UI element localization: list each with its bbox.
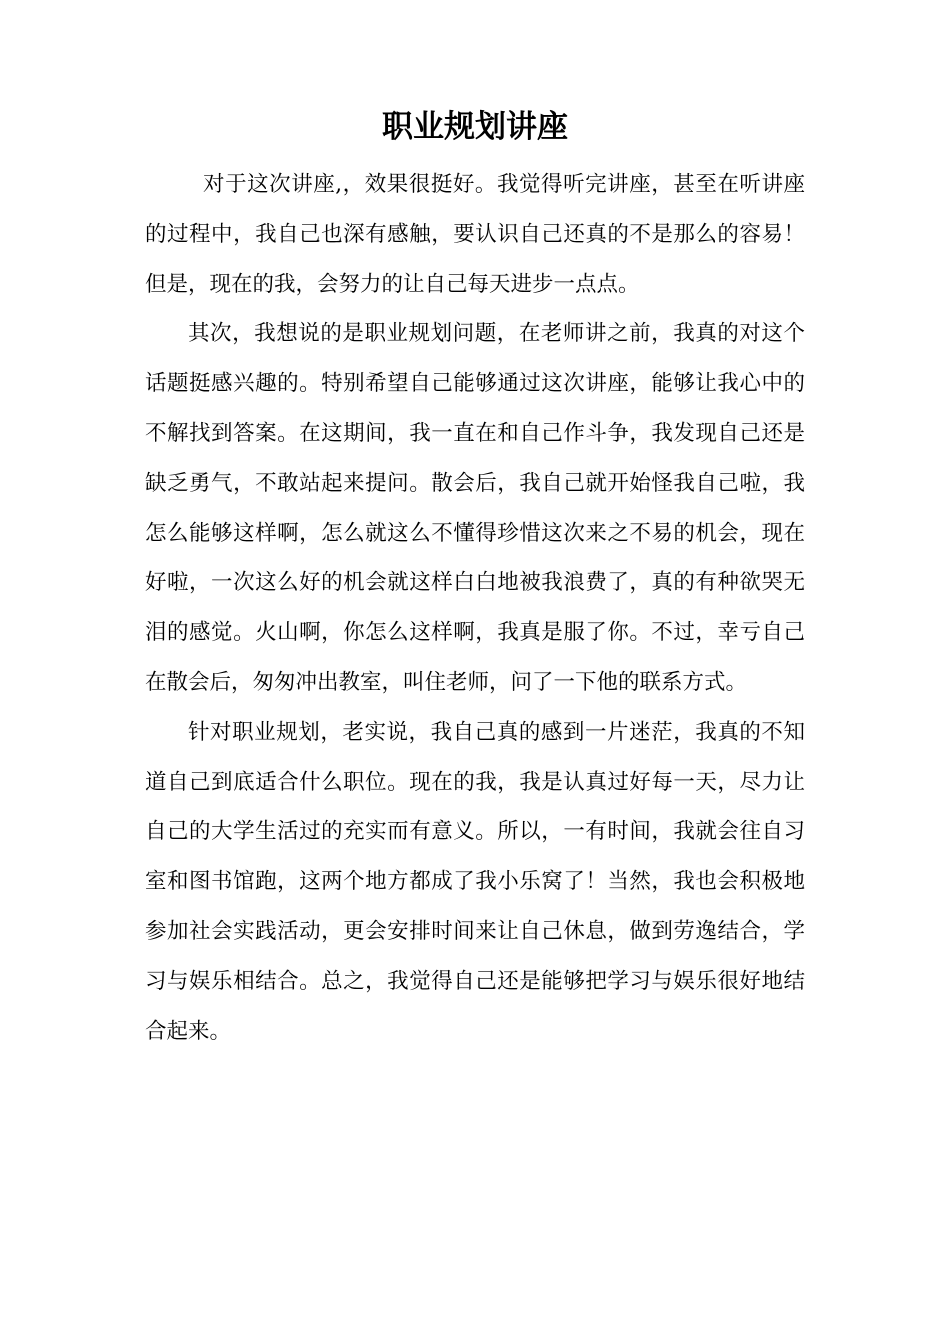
paragraph-3: 针对职业规划，老实说，我自己真的感到一片迷茫，我真的不知道自己到底适合什么职位。现在的我，我是认真过好每一天，尽力让自己的大学生活过的充实而有意义。所以，一有时间，我就会往自习室和图书馆跑，这两个地方都成了我小乐窝了！当然，我也会积极地参加社会实践活动，更会安排时间来让自己休息，做到劳逸结合，学习与娱乐相结合。总之，我觉得自己还是能够把学习与娱乐很好地结合起来。 — [145, 719, 805, 1044]
document-body — [145, 160, 805, 1056]
document-title: 职业规划讲座 — [382, 109, 568, 145]
paragraph-2: 其次，我想说的是职业规划问题，在老师讲之前，我真的对这个话题挺感兴趣的。特别希望自己能够通过这次讲座，能够让我心中的不解找到答案。在这期间，我一直在和自己作斗争，我发现自己还是缺乏勇气，不敢站起来提问。散会后，我自己就开始怪我自己啦，我怎么能够这样啊，怎么就这么不懂得珍惜这次来之不易的机会，现在好啦，一次这么好的机会就这样白白地被我浪费了，真的有种欲哭无泪的感觉。火山啊，你怎么这样啊，我真是服了你。不过，幸亏自己在散会后，匆匆冲出教室，叫住老师，问了一下他的联系方式。 — [145, 321, 805, 695]
paragraph-1: 对于这次讲座,，效果很挺好。我觉得听完讲座，甚至在听讲座的过程中，我自己也深有感触，要认识自己还真的不是那么的容易！但是，现在的我，会努力的让自己每天进步一点点。 — [145, 172, 805, 297]
